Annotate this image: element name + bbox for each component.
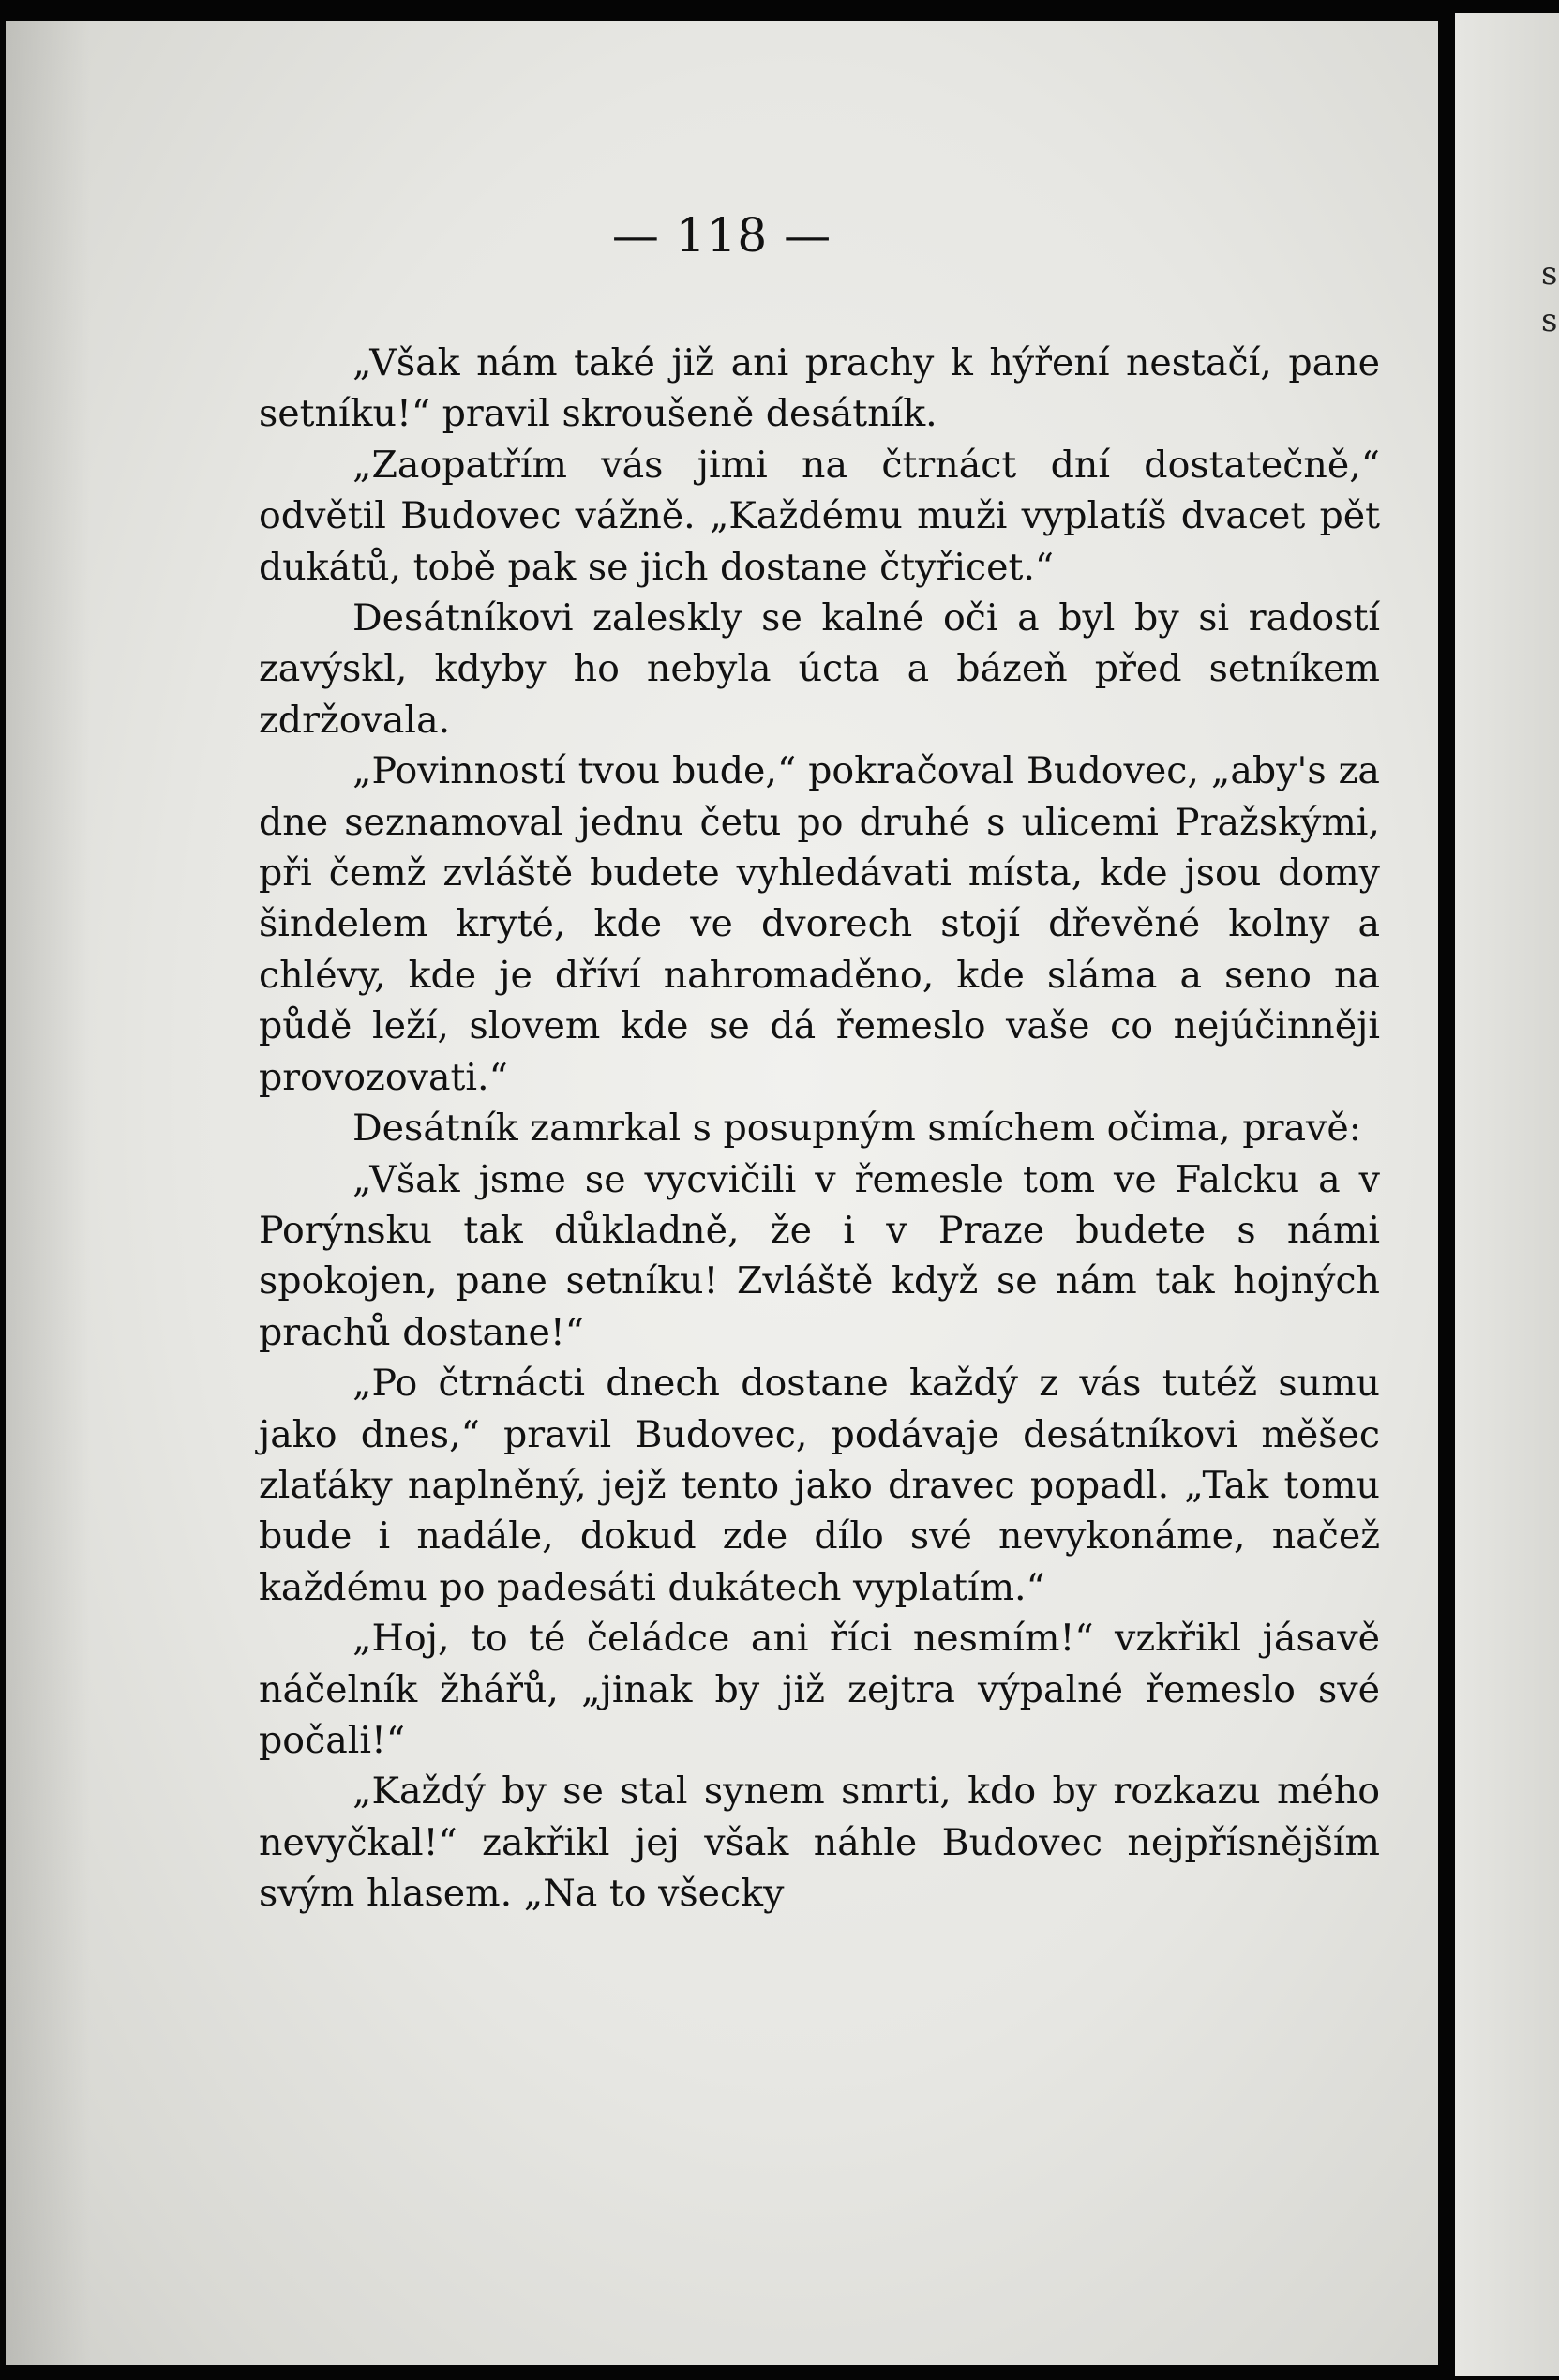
page-number: — 118 —: [611, 208, 832, 263]
paragraph: Desátníkovi zaleskly se kalné oči a byl by si radostí zavýskl, kdyby ho nebyla úcta a bázeň před setníkem zdržovala.: [259, 596, 1380, 742]
paragraph: „Každý by se stal synem smrti, kdo by rozkazu mého nevyčkal!“ zakřikl jej však náhle Budovec nejpřísnějším svým hlasem. „Na to všecky: [259, 1770, 1380, 1916]
neighbor-page-letter: s: [1541, 255, 1558, 293]
paragraph: „Však nám také již ani prachy k hýření nestačí, pane setníku!“ pravil skroušeně desátník.: [259, 341, 1380, 436]
book-page: [6, 21, 1438, 2365]
page-text: [259, 338, 1380, 1920]
paragraph: „Povinností tvou bude,“ pokračoval Budovec, „aby's za dne seznamoval jednu četu po druhé s ulicemi Pražskými, při čemž zvláště budete vyhledávati místa, kde jsou domy šindelem kryté, kde ve dvorech stojí dřevěné kolny a chlévy, kde je dříví nahromaděno, kde sláma a seno na půdě leží, slovem kde se dá řemeslo vaše co nejúčinněji provozovati.“: [259, 749, 1380, 1099]
paragraph: „Zaopatřím vás jimi na čtrnáct dní dostatečně,“ odvětil Budovec vážně. „Každému muži vyplatíš dvacet pět dukátů, tobě pak se jich dostane čtyřicet.“: [259, 443, 1380, 589]
neighbor-page-letter: s: [1541, 302, 1558, 339]
paragraph: „Po čtrnácti dnech dostane každý z vás tutéž sumu jako dnes,“ pravil Budovec, podávaje desátníkovi měšec zlaťáky naplněný, jejž tento jako dravec popadl. „Tak tomu bude i nadále, dokud zde dílo své nevykonáme, načež každému po padesáti dukátech vyplatím.“: [259, 1362, 1380, 1609]
neighbor-page-edge: [1455, 13, 1559, 2376]
paragraph: „Hoj, to té čeládce ani říci nesmím!“ vzkřikl jásavě náčelník žhářů, „jinak by již zejtra výpalné řemeslo své počali!“: [259, 1617, 1380, 1762]
paragraph: Desátník zamrkal s posupným smíchem očima, pravě:: [352, 1107, 1362, 1151]
paragraph: „Však jsme se vycvičili v řemesle tom ve Falcku a v Porýnsku tak důkladně, že i v Praze budete s námi spokojen, pane setníku! Zvláště když se nám tak hojných prachů dostane!“: [259, 1157, 1380, 1354]
